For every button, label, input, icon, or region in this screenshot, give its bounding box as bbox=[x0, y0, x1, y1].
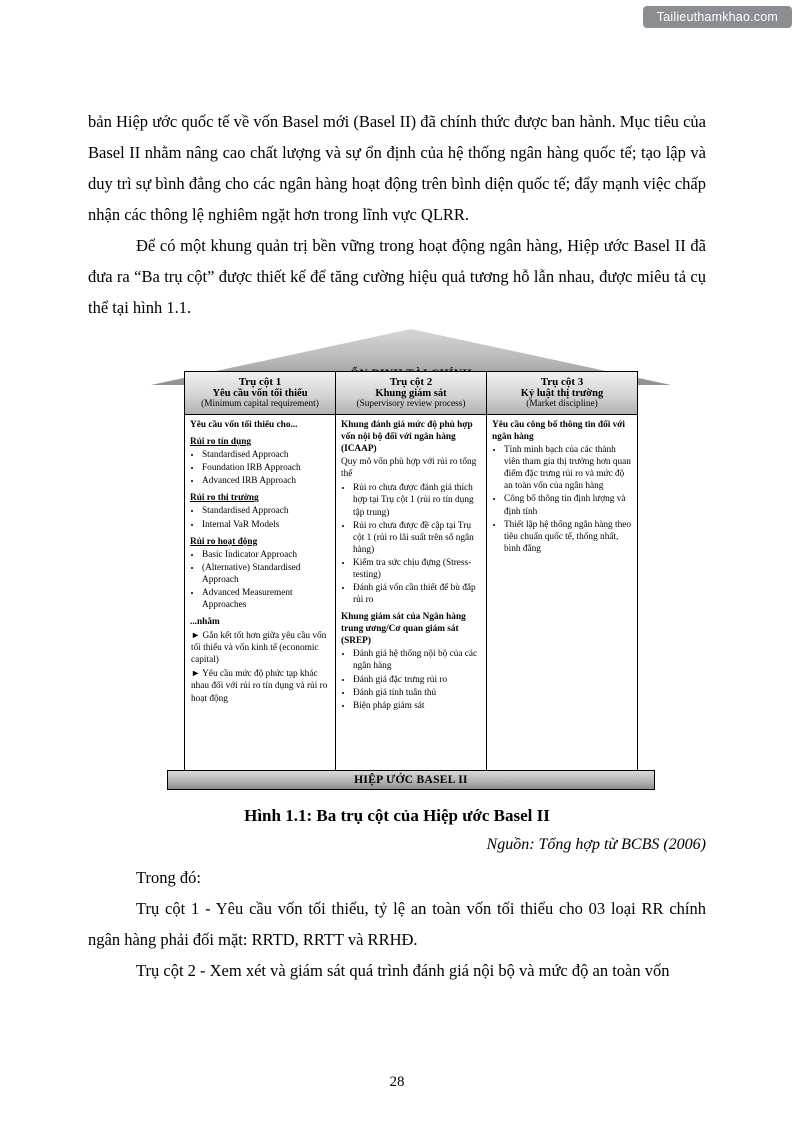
bullet-list bbox=[341, 482, 481, 606]
pillar-heading: ...nhằm bbox=[190, 617, 220, 628]
pillar-header-line: (Minimum capital requirement) bbox=[201, 399, 319, 409]
pillar-2 bbox=[336, 372, 487, 770]
bullet-item: • Standardised Approach bbox=[202, 449, 330, 461]
bullet-item: • Advanced Measurement Approaches bbox=[202, 587, 330, 611]
bullet-item: • Kiểm tra sức chịu đựng (Stress-testing) bbox=[353, 557, 481, 581]
bullet-item: • Basic Indicator Approach bbox=[202, 549, 330, 561]
bullet-item: • Đánh giá hệ thống nội bộ của các ngân hàng bbox=[353, 648, 481, 672]
bullet-item: • Tính minh bạch của các thành viên tham gia thị trường hơn quan điểm đặc trưng rủi ro và mức độ an toàn vốn của ngân hàng bbox=[504, 444, 632, 492]
pillar-heading: Yêu cầu vốn tối thiểu cho... bbox=[190, 420, 298, 430]
pillars-table bbox=[184, 371, 638, 771]
bullet-item: • Công bố thông tin định lượng và định tính bbox=[504, 493, 632, 517]
pillar-heading: Yêu cầu công bố thông tin đối với ngân hàng bbox=[492, 420, 626, 443]
bullet-item: • Rủi ro chưa được đánh giá thích hợp tại Trụ cột 1 (rủi ro tín dụng tập trung) bbox=[353, 482, 481, 518]
pillar-header-line: (Market discipline) bbox=[526, 399, 598, 409]
bullet-item: • (Alternative) Standardised Approach bbox=[202, 562, 330, 586]
bullet-item: • Đánh giá đặc trưng rủi ro bbox=[353, 674, 481, 686]
pillar-text: Quy mô vốn phù hợp với rủi ro tổng thể bbox=[341, 457, 477, 480]
bullet-item: • Foundation IRB Approach bbox=[202, 462, 330, 474]
pillar-heading: Khung đánh giá mức độ phù hợp vốn nội bộ đối với ngân hàng (ICAAP) bbox=[341, 420, 473, 455]
pillar-3 bbox=[487, 372, 637, 770]
figure-caption: Hình 1.1: Ba trụ cột của Hiệp ước Basel II bbox=[244, 806, 550, 825]
pillar-header-line: Trụ cột 1 bbox=[238, 376, 282, 388]
page-content bbox=[88, 106, 706, 986]
bullet-item: • Đánh giá vốn cần thiết để bù đắp rủi ro bbox=[353, 582, 481, 606]
pillar-heading: Khung giám sát của Ngân hàng trung ương/Cơ quan giám sát (SREP) bbox=[341, 612, 466, 647]
basel-pillars-figure bbox=[151, 329, 671, 790]
pillar-3-header bbox=[487, 372, 637, 415]
pillar-header-line: Trụ cột 2 bbox=[389, 376, 433, 388]
body-paragraph: Trong đó: bbox=[136, 868, 201, 887]
bullet-list bbox=[341, 648, 481, 711]
pillar-header-line: Trụ cột 3 bbox=[540, 376, 584, 388]
pillar-2-body bbox=[336, 415, 486, 770]
pillar-header-line: Kỷ luật thị trường bbox=[520, 388, 604, 399]
pillar-heading: Rủi ro hoạt động bbox=[190, 536, 258, 547]
body-paragraph: Trụ cột 2 - Xem xét và giám sát quá trình đánh giá nội bộ và mức độ an toàn vốn bbox=[136, 961, 670, 980]
bullet-item: • Standardised Approach bbox=[202, 505, 330, 517]
pillar-1 bbox=[185, 372, 336, 770]
pillar-header-line: Yêu cầu vốn tối thiểu bbox=[212, 388, 308, 399]
bullet-list bbox=[190, 549, 330, 611]
figure-source: Nguồn: Tổng hợp từ BCBS (2006) bbox=[486, 836, 706, 853]
body-paragraph: Trụ cột 1 - Yêu cầu vốn tối thiểu, tỷ lệ an toàn vốn tối thiểu cho 03 loại RR chính ngân hàng phải đối mặt: RRTD, RRTT và RRHĐ. bbox=[88, 899, 706, 949]
body-paragraph: Để có một khung quản trị bền vững trong hoạt động ngân hàng, Hiệp ước Basel II đã đưa ra “Ba trụ cột” được thiết kế để tăng cường hiệu quả tương hỗ lẫn nhau, được miêu tả cụ thể tại hình 1.1. bbox=[88, 236, 706, 317]
pillar-header-line: Khung giám sát bbox=[375, 388, 447, 399]
body-paragraph: bản Hiệp ước quốc tế về vốn Basel mới (Basel II) đã chính thức được ban hành. Mục tiêu của Basel II nhằm nâng cao chất lượng và sự ổn định của hệ thống ngân hàng quốc tế; tạo lập và duy trì sự bình đẳng cho các ngân hàng hoạt động trên bình diện quốc tế; đẩy mạnh việc chấp nhận các thông lệ nghiêm ngặt hơn trong lĩnh vực QLRR. bbox=[88, 112, 706, 224]
bullet-item: • Rủi ro chưa được đề cập tại Trụ cột 1 (rủi ro lãi suất trên sổ ngân hàng) bbox=[353, 520, 481, 556]
watermark-badge[interactable]: Tailieuthamkhao.com bbox=[643, 6, 792, 28]
pillar-2-header bbox=[336, 372, 486, 415]
bullet-list bbox=[190, 505, 330, 530]
pillar-heading: Rủi ro thị trường bbox=[190, 493, 259, 504]
bullet-item: • Advanced IRB Approach bbox=[202, 475, 330, 487]
pillar-1-body bbox=[185, 415, 335, 770]
figure-base: HIỆP ƯỚC BASEL II bbox=[167, 770, 655, 790]
pillar-header-line: (Supervisory review process) bbox=[356, 399, 466, 409]
bullet-item: • Đánh giá tính tuân thủ bbox=[353, 687, 481, 699]
pillar-3-body bbox=[487, 415, 637, 770]
bullet-item: • Internal VaR Models bbox=[202, 519, 330, 531]
pillar-text: ► Yêu cầu mức độ phức tạp khác nhau đối với rủi ro tín dụng và rủi ro hoạt động bbox=[191, 669, 328, 704]
page-number: 28 bbox=[389, 1074, 405, 1090]
pillar-1-header bbox=[185, 372, 335, 415]
bullet-list bbox=[190, 449, 330, 487]
pillar-text: ► Gắn kết tốt hơn giữa yêu cầu vốn tối thiểu và vốn kinh tế (economic capital) bbox=[191, 631, 327, 666]
bullet-list bbox=[492, 444, 632, 555]
bullet-item: • Biện pháp giám sát bbox=[353, 700, 481, 712]
bullet-item: • Thiết lập hệ thống ngân hàng theo tiêu chuẩn quốc tế, thống nhất, bình đẳng bbox=[504, 519, 632, 555]
pillar-heading: Rủi ro tín dụng bbox=[190, 437, 252, 448]
